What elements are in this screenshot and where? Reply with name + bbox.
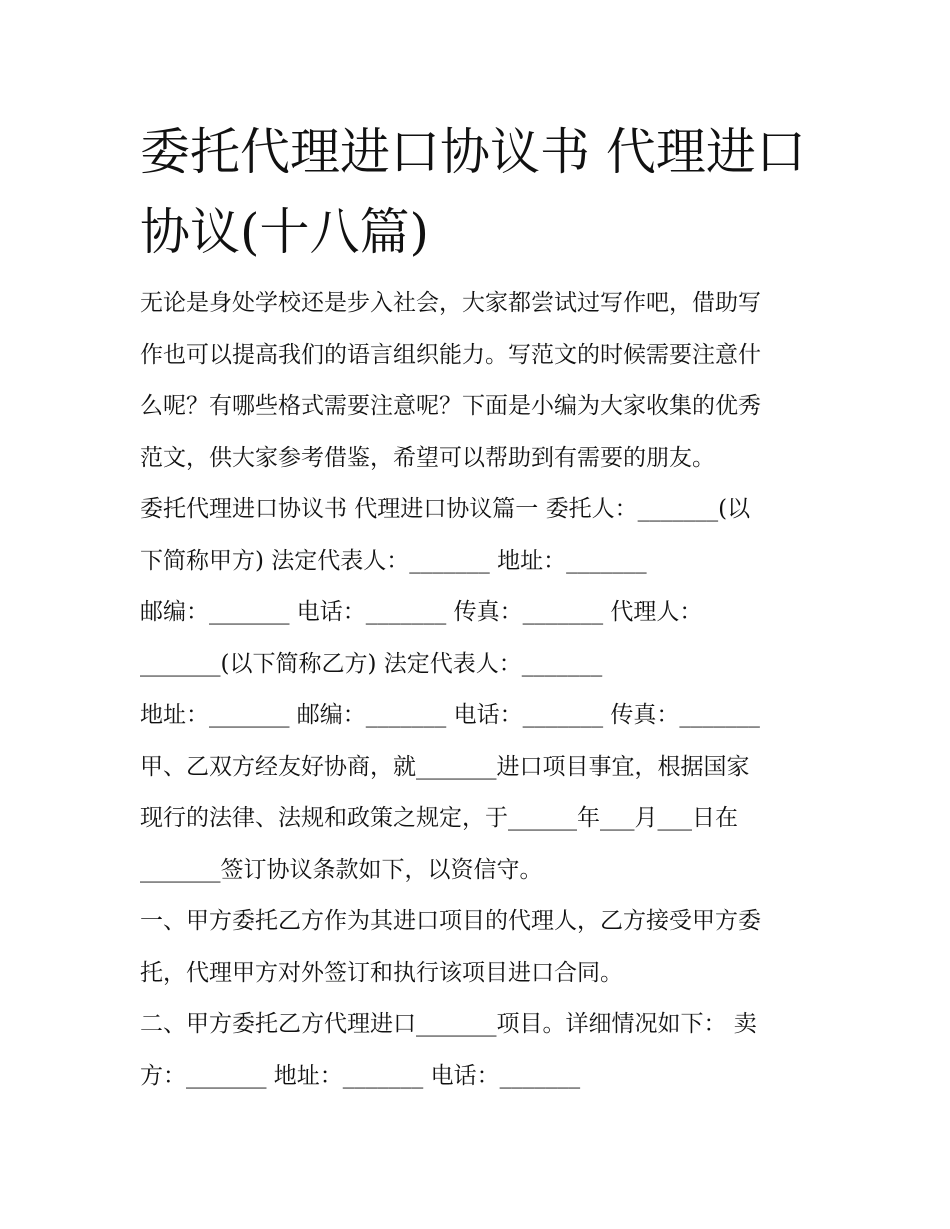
title-line-1: 委托代理进口协议书 代理进口 [140, 123, 806, 181]
agreement-line-6: 甲、乙双方经友好协商，就_______进口项目事宜，根据国家 [140, 753, 750, 780]
agreement-line-1: 委托代理进口协议书 代理进口协议篇一 委托人：_______(以 [140, 496, 751, 522]
document-body [140, 278, 820, 1102]
agreement-line-7: 现行的法律、法规和政策之规定，于______年___月___日在 [140, 805, 738, 831]
intro-line-4: 范文，供大家参考借鉴，希望可以帮助到有需要的朋友。 [140, 444, 715, 471]
intro-line-3: 么呢？有哪些格式需要注意呢？下面是小编为大家收集的优秀 [140, 393, 761, 419]
clause-one-line-1: 一、甲方委托乙方作为其进口项目的代理人，乙方接受甲方委 [140, 908, 761, 934]
clause-two-line-1: 二、甲方委托乙方代理进口_______项目。详细情况如下： 卖 [140, 1011, 757, 1037]
document-title [140, 112, 820, 272]
title-line-2: 协议(十八篇) [140, 203, 430, 261]
agreement-line-3: 邮编：_______ 电话：_______ 传真：_______ 代理人： [140, 599, 703, 625]
intro-line-2: 作也可以提高我们的语言组织能力。写范文的时候需要注意什 [140, 341, 761, 368]
agreement-line-8: _______签订协议条款如下，以资信守。 [140, 856, 543, 883]
agreement-line-5: 地址：_______ 邮编：_______ 电话：_______ 传真：_______ [140, 702, 760, 728]
agreement-line-4: _______(以下简称乙方) 法定代表人：_______ [140, 650, 603, 677]
clause-two-line-2: 方：_______ 地址：_______ 电话：_______ [140, 1062, 581, 1089]
agreement-line-2: 下简称甲方) 法定代表人：_______ 地址：_______ [140, 547, 647, 574]
intro-line-1: 无论是身处学校还是步入社会，大家都尝试过写作吧，借助写 [140, 290, 761, 316]
clause-one-line-2: 托，代理甲方对外签订和执行该项目进口合同。 [140, 959, 623, 986]
